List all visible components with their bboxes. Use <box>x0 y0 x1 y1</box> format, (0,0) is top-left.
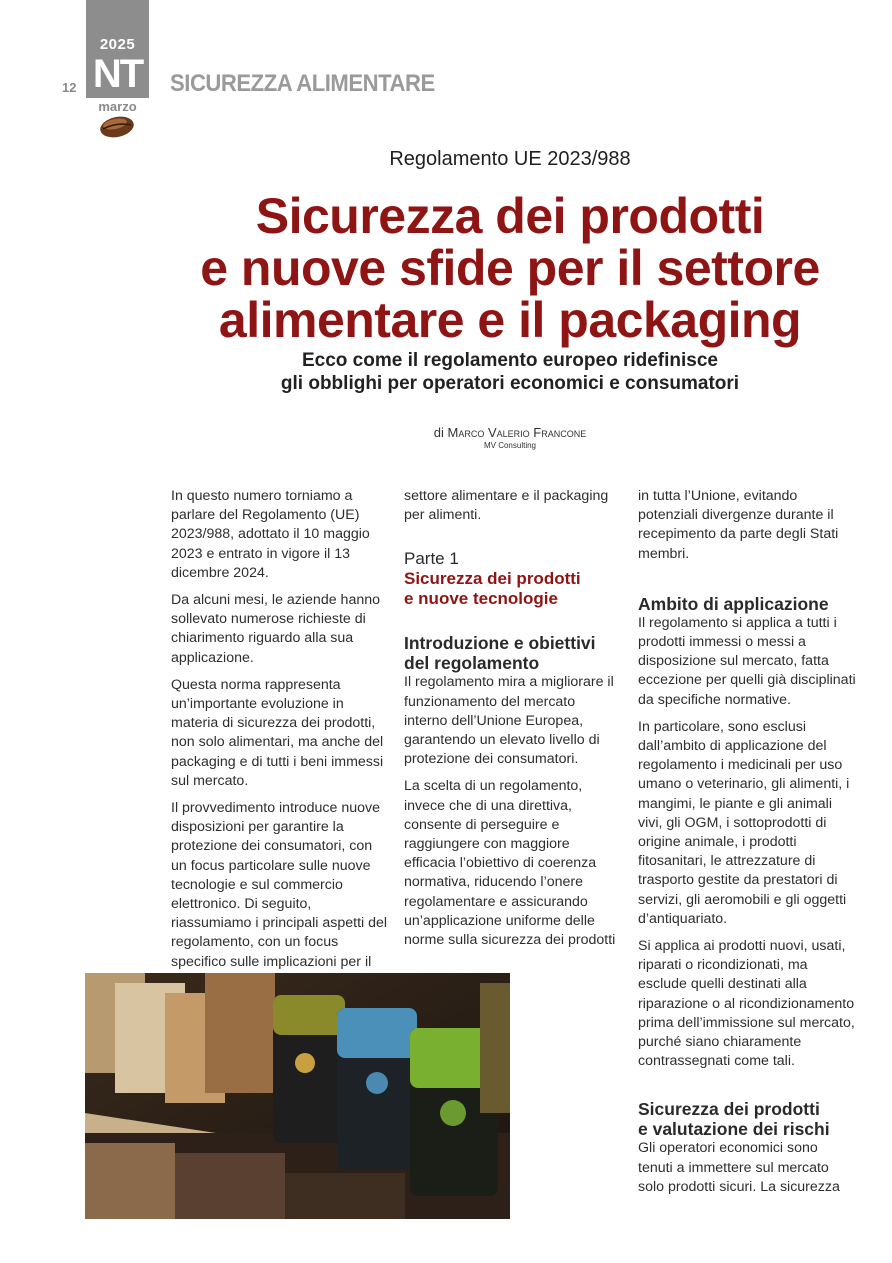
section-heading: e valutazione dei rischi <box>638 1119 830 1140</box>
subtitle-line: gli obblighi per operatori economici e consumatori <box>280 373 740 394</box>
section-heading: Sicurezza dei prodotti <box>638 1099 820 1120</box>
paragraph: Il provvedimento introduce nuove disposizioni per garantire la protezione dei consumatori, con un focus particolare sulle nuove tecnologie e sul commercio elettronico. Di seguito, riassumiamo i principali aspetti del regolamento, con un focus specifico sulle implicazioni per il <box>171 800 388 970</box>
part-label: Parte 1 <box>404 549 459 569</box>
article-kicker: Regolamento UE 2023/988 <box>389 148 631 170</box>
part-title: Sicurezza dei prodotti <box>404 569 581 589</box>
issue-year: 2025 <box>99 36 136 53</box>
title-line: Sicurezza dei prodotti <box>255 188 765 244</box>
byline-prefix: di <box>433 425 444 440</box>
paragraph: settore alimentare e il packaging per alimenti. <box>404 488 609 524</box>
paragraph: in tutta l’Unione, evitando potenziali divergenze durante il recepimento da parte degli Stati membri. <box>638 488 839 562</box>
paragraph: Il regolamento mira a migliorare il funzionamento del mercato interno dell’Unione Europea, garantendo un elevato livello di protezione dei consumatori. <box>404 674 614 768</box>
paragraph: In particolare, sono esclusi dall’ambito di applicazione del regolamento i medicinali per uso umano o veterinario, gli alimenti, i mangimi, le piante e gli animali vivi, gli OGM, i sottoprodotti di origine animale, i prodotti fitosanitari, le attrezzature di trasporto gestite da prestatori di servizi, gli aeromobili e gli oggetti d’antiquariato. <box>638 718 850 927</box>
author-name: Marco Valerio Francone <box>447 425 587 440</box>
byline <box>300 425 720 440</box>
text-column-1 <box>171 487 389 980</box>
paragraph: Il regolamento si applica a tutti i prodotti immessi o messi a disposizione sul mercato, fatta eccezione per quelli già disciplinati da specifiche normative. <box>638 614 856 708</box>
paragraph: Si applica ai prodotti nuovi, usati, riparati o ricondizionati, ma esclude quelli destinati alla riparazione o al ricondizionamento prima dell’immissione sul mercato, purché siano chiaramente contrassegnati come tali. <box>638 938 855 1070</box>
text-column-2 <box>404 487 622 958</box>
magazine-logo: NT <box>92 52 143 96</box>
article-photo <box>85 973 510 1219</box>
coffee-bean-icon <box>99 114 135 140</box>
section-heading: del regolamento <box>404 653 540 674</box>
paragraph: Da alcuni mesi, le aziende hanno sollevato numerose richieste di chiarimento riguardo alla sua applicazione. <box>171 592 381 666</box>
text-column-3 <box>638 487 856 1205</box>
paragraph: In questo numero torniamo a parlare del Regolamento (UE) 2023/988, adottato il 10 maggio 2023 e entrato in vigore il 13 dicembre 2024. <box>171 488 370 581</box>
title-line: alimentare e il packaging <box>218 292 802 348</box>
section-heading: Ambito di applicazione <box>638 593 829 614</box>
section-heading: Introduzione e obiettivi <box>404 633 596 654</box>
article-title <box>160 190 860 346</box>
issue-month: marzo <box>98 99 137 114</box>
paragraph: Questa norma rappresenta un’importante evoluzione in materia di sicurezza dei prodotti, non solo alimentari, ma anche del packaging e di tutti i beni immessi sul mercato. <box>171 676 384 789</box>
article-subtitle <box>160 349 860 395</box>
subtitle-line: Ecco come il regolamento europeo ridefinisce <box>301 350 718 371</box>
part-title: e nuove tecnologie <box>404 589 558 609</box>
title-line: e nuove sfide per il settore <box>200 240 820 296</box>
paragraph: Gli operatori economici sono tenuti a immettere sul mercato solo prodotti sicuri. La sicurezza <box>638 1140 840 1195</box>
paragraph: La scelta di un regolamento, invece che di una direttiva, consente di perseguire e raggiungere con maggiore efficacia l’obiettivo di coerenza normativa, riducendo l’onere regolamentare e assicurando un’applicazione uniforme delle norme sulla sicurezza dei prodotti <box>404 778 616 949</box>
section-title: SICUREZZA ALIMENTARE <box>170 70 435 97</box>
author-affiliation: MV Consulting <box>483 441 537 450</box>
page-number: 12 <box>62 80 77 95</box>
